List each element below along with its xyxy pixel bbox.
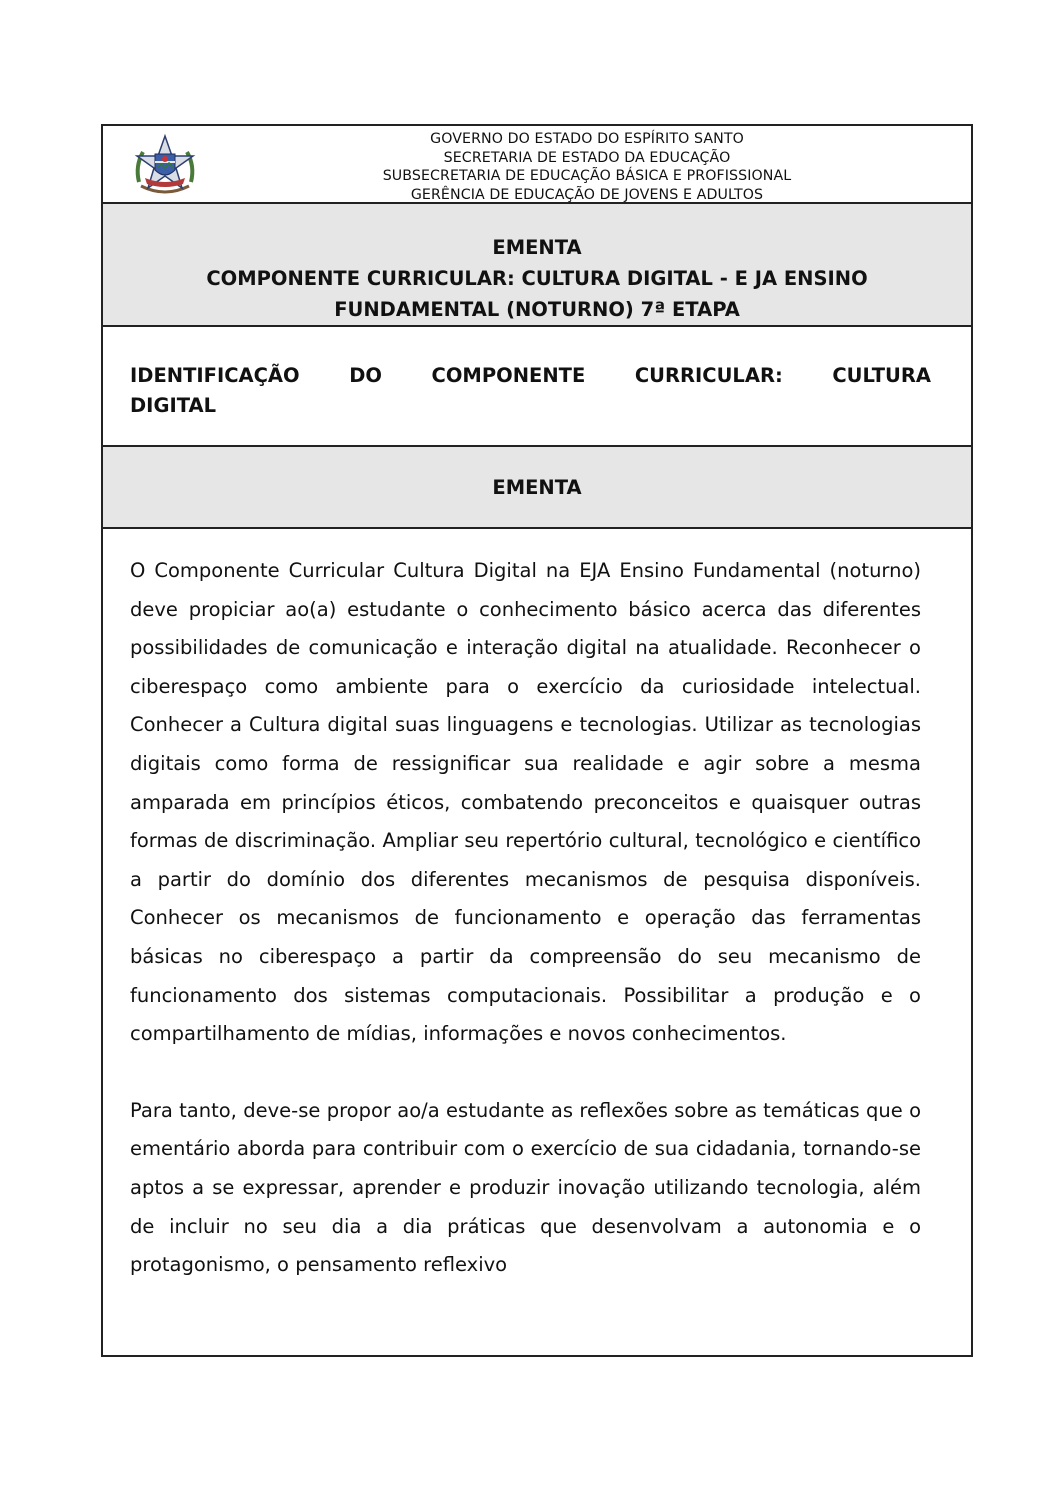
identification-line-2: DIGITAL [130,394,217,417]
title-line-1: EMENTA [492,236,582,259]
header-line-secretariat: SECRETARIA DE ESTADO DA EDUCAÇÃO [443,149,731,166]
title-line-3: FUNDAMENTAL (NOTURNO) 7ª ETAPA [334,298,740,321]
identification-word: DO [349,364,382,387]
body-paragraph-2: Para tanto, deve-se propor ao/a estudante as reflexões sobre as temáticas que o ementário aborda para contribuir com o exercício de sua cidadania, tornando-se aptos a se expressar, aprender e produzir inovação utilizando tecnologia, além de incluir no seu dia a dia práticas que desenvolvam a autonomia e o protagonismo, o pensamento reflexivo [130,1098,921,1277]
header-line-management: GERÊNCIA DE EDUCAÇÃO DE JOVENS E ADULTOS [410,186,764,203]
document-title [103,204,971,327]
ementa-heading: EMENTA [103,447,971,529]
letterhead-text [343,130,831,204]
letterhead [103,126,971,204]
header-line-subsecretariat: SUBSECRETARIA DE EDUCAÇÃO BÁSICA E PROFISSIONAL [382,168,792,184]
document-table [101,124,973,1357]
header-line-government: GOVERNO DO ESTADO DO ESPÍRITO SANTO [430,131,744,147]
title-line-2: COMPONENTE CURRICULAR: CULTURA DIGITAL - E JA ENSINO [206,267,868,290]
identification-line-1 [130,361,931,391]
coat-of-arms-icon [131,132,199,198]
identification-word: COMPONENTE [431,364,586,387]
identification-word: CURRICULAR: [634,364,783,387]
body-paragraph-1: O Componente Curricular Cultura Digital na EJA Ensino Fundamental (noturno) deve propiciar ao(a) estudante o conhecimento básico acerca das diferentes possibilidades de comunicação e interação digital na atualidade. Reconhecer o ciberespaço como ambiente para o exercício da curiosidade intelectual. Conhecer a Cultura digital suas linguagens e tecnologias. Utilizar as tecnologias digitais como forma de ressignificar sua realidade e agir sobre a mesma amparada em princípios éticos, combatendo preconceitos e quaisquer outras formas de discriminação. Ampliar seu repertório cultural, tecnológico e científico a partir do domínio dos diferentes mecanismos de pesquisa disponíveis. Conhecer os mecanismos de funcionamento e operação das ferramentas básicas no ciberespaço a partir da compreensão do seu mecanismo de funcionamento dos sistemas computacionais. Possibilitar a produção e o compartilhamento de mídias, informações e novos conhecimentos. [130,559,921,1046]
identification-word: CULTURA [832,364,931,387]
identification-section [103,327,971,447]
identification-word: IDENTIFICAÇÃO [130,364,300,387]
ementa-body [103,529,971,1355]
